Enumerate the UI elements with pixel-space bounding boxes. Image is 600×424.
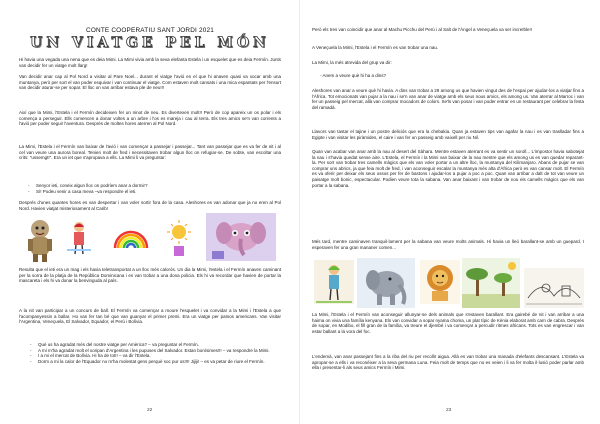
left-paragraph-1: Hi havia una vegada una nena que es deia Mimi. La Mimi vivia amb la seva elefanta Estela i un esquelet que es deia Fermín. Junts van decidir fer un viatge molt llarg!	[19, 57, 281, 68]
illustration-mimi-sabana	[314, 260, 354, 304]
left-paragraph-7: A la nit van participar a un concurs de ball. El Fermín va començar a moure l'esquelet i va convidar a la Mimi i l'Estela a que l'acompanyessin a ballar. Ho van fer tan bé que van guanyar el primer premi. Era un viatge per països americans. Van visitar l'Argentina, Veneçuela, El Salvador, Equador, el Perú i Bolívia.	[19, 308, 281, 325]
illustration-elephant	[357, 258, 415, 308]
illustration-lion	[420, 260, 460, 304]
illustration-mimi-ice	[64, 220, 94, 256]
dialog-line: - Què us ha agradat més del nostre viatge per Amèrica? – va preguntar el Fermín.	[30, 342, 280, 348]
dialog-line: - I a mi el mercat de Bolívia. Hi ha de tot!! – va dir l'Estela.	[30, 353, 280, 359]
left-paragraph-4: La Mimi, l'Estela i el Fermín van baixar de l'avió i van començar a passejar i passejar... Tant van passejar que es va fer de nit i al cel van veure una aurora boreal. Tenien molt de fred i necessitaven trobar algun lloc on refugiar-se. De sobte, van escoltar una crits: "ussemgt!". Era un iet que s'apropava a ells. La Mimi li va preguntar:	[19, 144, 281, 161]
illustration-rainbow	[112, 222, 150, 252]
illustration-cartoon-elephant	[206, 213, 276, 261]
left-paragraph-6: Resulta que el ieti era un mag i els havia teletransportat a un lloc més calorós. Un dia la Mimi, l'estela i el Fermín anaven caminant per la sorra de la platja de la República Dominicana i es van trobar a una dona policia. Els hi va recordar que havien de portar la mascareta i els hi va donar la benvinguda al país.	[19, 267, 281, 284]
right-paragraph-5: Llavors van tastar el tajine i un postre deliciós que era la chebakia. Quan ja estaven tips van agafar la nau i es van traslladar fins a Egipte i van visitar les piràmides, el caire i van fer un passeig amb vaixell per riu Nil.	[312, 129, 584, 140]
page-number-left: 22	[147, 408, 153, 413]
dialog-line: - A mi m'ha agradat molt el xoripan d'Argentina i les pupuses del Salvador. Estan bonísimes!!! – va respondre la Mimi.	[30, 348, 280, 354]
dialog-america	[30, 342, 280, 364]
illustration-sketch-scene	[524, 268, 584, 308]
page-number-right: 23	[446, 408, 452, 413]
right-paragraph-1: Però els tres van coincidir que anar al Machu Picchu del Perú i al Salt de l'Àngel a Veneçuela va ser increïble!!	[312, 27, 532, 32]
right-paragraph-7: Més tard, mentre caminaven tranquil·lament per la sabana van veure molts animals. Hi havia un lleó barallant-se amb un guepard. I esperaven fer una gran mananer comen...	[312, 239, 584, 250]
left-paragraph-2: Van decidir anar cap al Pol Nord a visitar al Pare Noel... durant el viatge l'avió en el que hi anaven quasi va xocar amb una muntanya, però per sort el van poder esquivar i van continuar el viatge. Com estaven molt cansats i una mica espantats per l'ensurt van decidir aturar-se per sopar. El lloc on van arribar estava ple de neu!!!	[19, 74, 281, 91]
dialog-ieti	[28, 183, 278, 194]
page-heading: CONTE COOPERATIU SANT JORDI 2021	[86, 27, 214, 34]
illustration-yeti	[20, 217, 60, 263]
story-title: UN VIATGE PEL MÓN	[30, 35, 270, 51]
dialog-line: - Dorm a mi la calor de l'Equador no m'ha molestat gens perquè soc pur os!!!! Jijiji! – es va petar de riure el Fermín.	[30, 359, 280, 365]
quote-line: - Anem a veure què hi ha a dins?	[320, 73, 387, 78]
right-paragraph-8: La Mimi, l'Estela i el Fermín van aconseguir allunyar-se dels animals que s'estaven barallant. Era gairebé de nit i van arribar a una haima on vivia una família kenyana. Els van convidar a sopar nyama choma, un plat típic de Kènia elaborat amb carn de cabra. Després de sopar, en Modibo, el fill gran de la família, va treure el djembé i va començar a percudir ritmes africans. Tots es van engrescar i van estar ballant a la vora del foc.	[312, 312, 584, 334]
dialog-line: - Sí! Podeu venir a casa meva –va respondre el ieti.	[28, 189, 278, 195]
illustration-savanna-trees	[462, 258, 520, 308]
illustration-sun-figure	[158, 218, 200, 260]
right-paragraph-3: La Mimi, la més atrevida del grup va dir:	[312, 60, 392, 65]
page-gutter	[299, 0, 300, 424]
right-paragraph-6: Quan van acabar van anar amb la nau al desert del Sàhara. Mentre estaven aterrant es va sentir un soroll... L'impostor havia sabotejat la nau i s'havia quedat sense aire. L'Estela, el Fermín i la Mimi van baixar de la nau mentre que els among us es van quedar reparant-la. Per sort van trobar tres camells màgics que els van voler portar a un altre lloc, la muntanya del Kilimanjaro. Abans de pujar se van comprar uns abrics, ja que feia molt de fred, i van aconseguir escalar la muntanya més alta d'Àfrica però es van cansar molt. El Fermín es va oferir per deixar els seus ossos per fer de bastons i ajudar-los a pujar a poc a poc. Quan van arribar a dalt de tot van veure un paisatge molt bonic, espectacular. Podien veure tota la sabana. Van anar baixant i van trobar de nou els camells màgics que els van portar a la sabana.	[312, 149, 584, 188]
dialog-line: - Senyor ieti, coneix algun lloc on podríem anar a dormir?	[28, 183, 278, 189]
right-paragraph-4: Aleshores van anar a veure què hi havia. A dins van trobar a 29 among us que havien vingut des de l'espai per ajudar-los a viatjar fins a l'Àfrica. Tot emocionats van pujar a la nau i se'n van anar de viatge amb els seus nous amics, els among us. Van aterrar al Marroc i van fer un passeig pel mercat, allà van comprar mocadors de colors. Se'ls van posar i van poder entrar en un restaurant per celebrar la festa del ramadà.	[312, 88, 584, 110]
right-paragraph-2: A Veneçuela la Mimi, l'Estela i el Fermín es van trobar una nau.	[312, 45, 439, 50]
left-paragraph-3: Així que la Mimi, l'Estela i el Fermín decideixen fer un ninot de neu. Es divertexen molt!! Però de cop apareix un os polar i els comença a perseguir. Ells comencen a donar voltes a un arbre i l'os es mareja i cau al terra. Els tres amics se'n van corrents a l'avió per poder seguir l'aventura. Després de moltes hores aterren al Pol Nord.	[19, 110, 281, 127]
right-paragraph-9: L'endemà, van anar passejant fins a la riba del riu per recollir aigua. Allà es van trobar una manada d'elefants descansant. L'Estela va apropar-se a ells i va reconèixer a la seva germana Luna. Feia molt de temps que no es veien i li va fer molta il·lusió poder parlar amb ella i presentar-li als seus amics Fermín i Mimi.	[312, 354, 584, 371]
left-paragraph-5: Després d'unes quantes hores es van despertar i van voler sortir fora de la casa. Aleshores es van adonar que ja no eren al Pol Nord. Havien viatjat misteriosament al Carib!	[19, 200, 281, 211]
